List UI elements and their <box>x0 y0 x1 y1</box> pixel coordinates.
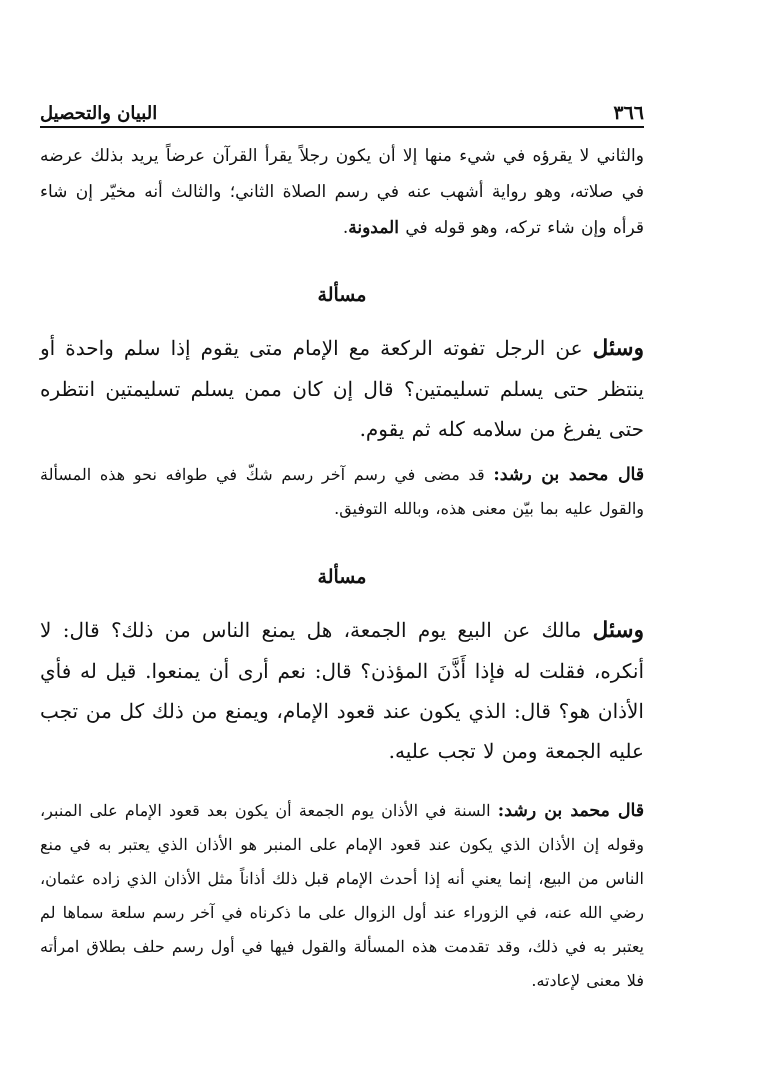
header-rule <box>40 126 644 128</box>
commentary-text-1: قد مضى في رسم آخر رسم شكّ في طوافه نحو هذه المسألة والقول عليه بما بيّن معنى هذه، وبالله التوفيق. <box>40 465 644 518</box>
book-page <box>40 70 644 1070</box>
question-paragraph-1 <box>40 328 644 449</box>
page-number: ٣٦٦ <box>613 102 644 124</box>
intro-end: . <box>342 218 349 238</box>
intro-bold-term: المدونة <box>348 218 399 238</box>
question-text-1: عن الرجل تفوته الركعة مع الإمام متى يقوم إذا سلم واحدة أو ينتظر حتى يسلم تسليمتين؟ قال إن كان ممن يسلم تسليمتين انتظره حتى يفرغ من سلامه كله ثم يقوم. <box>40 336 644 441</box>
question-paragraph-2 <box>40 610 644 771</box>
running-title: البيان والتحصيل <box>40 103 158 124</box>
intro-text: والثاني لا يقرؤه في شيء منها إلا أن يكون رجلاً يقرأ القرآن عرضاً يريد بذلك عرضه في صلاته، وهو رواية أشهب عنه في رسم الصلاة الثاني؛ والثالث أنه مخيّر إن شاء قرأه وإن شاء تركه، وهو قوله في <box>40 146 644 238</box>
question-lead-1: وسئل <box>592 336 644 361</box>
section-heading-1: مسألة <box>317 284 367 306</box>
commentary-text-2: السنة في الأذان يوم الجمعة أن يكون بعد قعود الإمام على المنبر، وقوله إن الأذان الذي يكون عند قعود الإمام على المنبر هو الأذان الذي يعتبر به في منع الناس من البيع، إنما يعني أنه إذا أحدث الإمام قبل ذلك أذاناً مثل الأذان الذي زاده عثمان، رضي الله عنه، في الزوراء عند أول الزوال على ما ذكرناه في آخر رسم سلعة سماها لم يعتبر به في ذلك، وقد تقدمت هذه المسألة والقول فيها في أول رسم حلف بطلاق امرأته فلا معنى لإعادته. <box>40 801 644 990</box>
question-lead-2: وسئل <box>592 618 645 643</box>
section-heading-2: مسألة <box>317 566 367 588</box>
question-text-2: مالك عن البيع يوم الجمعة، هل يمنع الناس من ذلك؟ قال: لا أنكره، فقلت له فإذا أَذَّنَ المؤذن؟ قال: نعم أرى أن يمنعوا. قيل له فأي الأذان هو؟ قال: الذي يكون عند قعود الإمام، ويمنع من ذلك كل من تجب عليه الجمعة ومن لا تجب عليه. <box>40 618 644 763</box>
commentary-lead-1: قال محمد بن رشد: <box>493 465 645 485</box>
commentary-paragraph-1 <box>40 458 644 526</box>
intro-paragraph <box>40 138 644 246</box>
commentary-lead-2: قال محمد بن رشد: <box>497 801 644 821</box>
commentary-paragraph-2 <box>40 794 644 998</box>
running-header <box>40 84 644 124</box>
